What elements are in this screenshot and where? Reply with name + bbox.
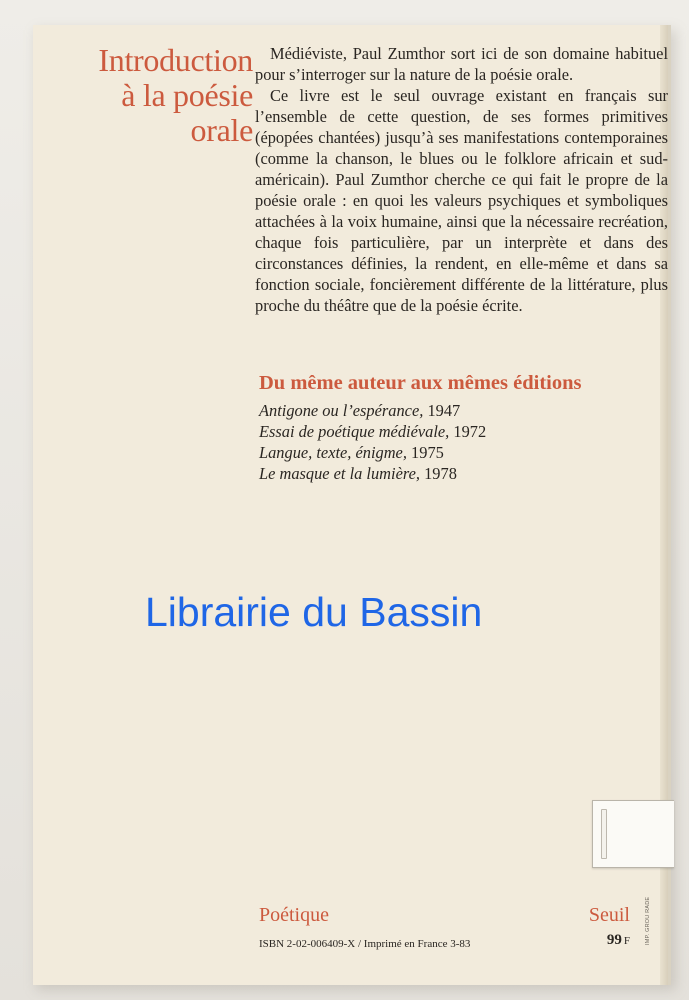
isbn-line: ISBN 2-02-006409-X / Imprimé en France 3-83 [259,938,471,950]
work-year: 1978 [424,464,457,483]
sticker-slot [601,809,607,859]
works-list-item [259,463,659,484]
work-title: Langue, texte, énigme, [259,443,407,462]
work-title: Antigone ou l’espérance, [259,401,424,420]
price-value: 99 [606,932,622,948]
work-year: 1975 [411,443,444,462]
work-title: Le masque et la lumière, [259,464,420,483]
blurb-paragraph-2: Ce livre est le seul ouvrage existant en français sur l’ensemble de cette question, de ses formes primitives (épopées chantées) jusqu’à ses manifestations contemporaines (comme la chanson, le blues ou le folklore africain et sud-américain). Paul Zumthor cherche ce qui fait le propre de la poésie orale : en quoi les valeurs psychiques et symboliques attachées à la voix humaine, ainsi que la nécessaire recréation, chaque fois particulière, par un interprète et dans des circonstances définies, la rendent, en elle-même et dans sa fonction sociale, foncièrement différente de la littérature, plus proche du théâtre que de la poésie écrite. [255,86,668,315]
bookshop-watermark: Librairie du Bassin [145,589,483,635]
work-title: Essai de poétique médiévale, [259,422,450,441]
price-currency: F [623,935,630,947]
works-list-item [259,442,659,463]
printer-mark: IMP. GROU RADE [645,896,651,945]
title-line-2: à la poésie [121,77,253,113]
book-back-cover [33,25,671,985]
book-title [81,43,253,148]
title-line-1: Introduction [98,42,253,78]
blurb-paragraph-1: Médiéviste, Paul Zumthor sort ici de son domaine habituel pour s’interroger sur la nature de la poésie orale. [255,44,668,84]
work-year: 1947 [427,401,461,420]
blurb [255,43,668,316]
works-list-item [259,400,659,421]
library-label-sticker [592,800,674,868]
collection-name: Poétique [259,904,329,926]
works-list-item [259,421,659,442]
same-author-heading: Du même auteur aux mêmes éditions [259,372,582,394]
price [607,930,630,951]
works-list [259,400,659,484]
work-year: 1972 [453,422,487,441]
publisher-name: Seuil [588,904,630,926]
title-line-3: orale [190,112,253,148]
